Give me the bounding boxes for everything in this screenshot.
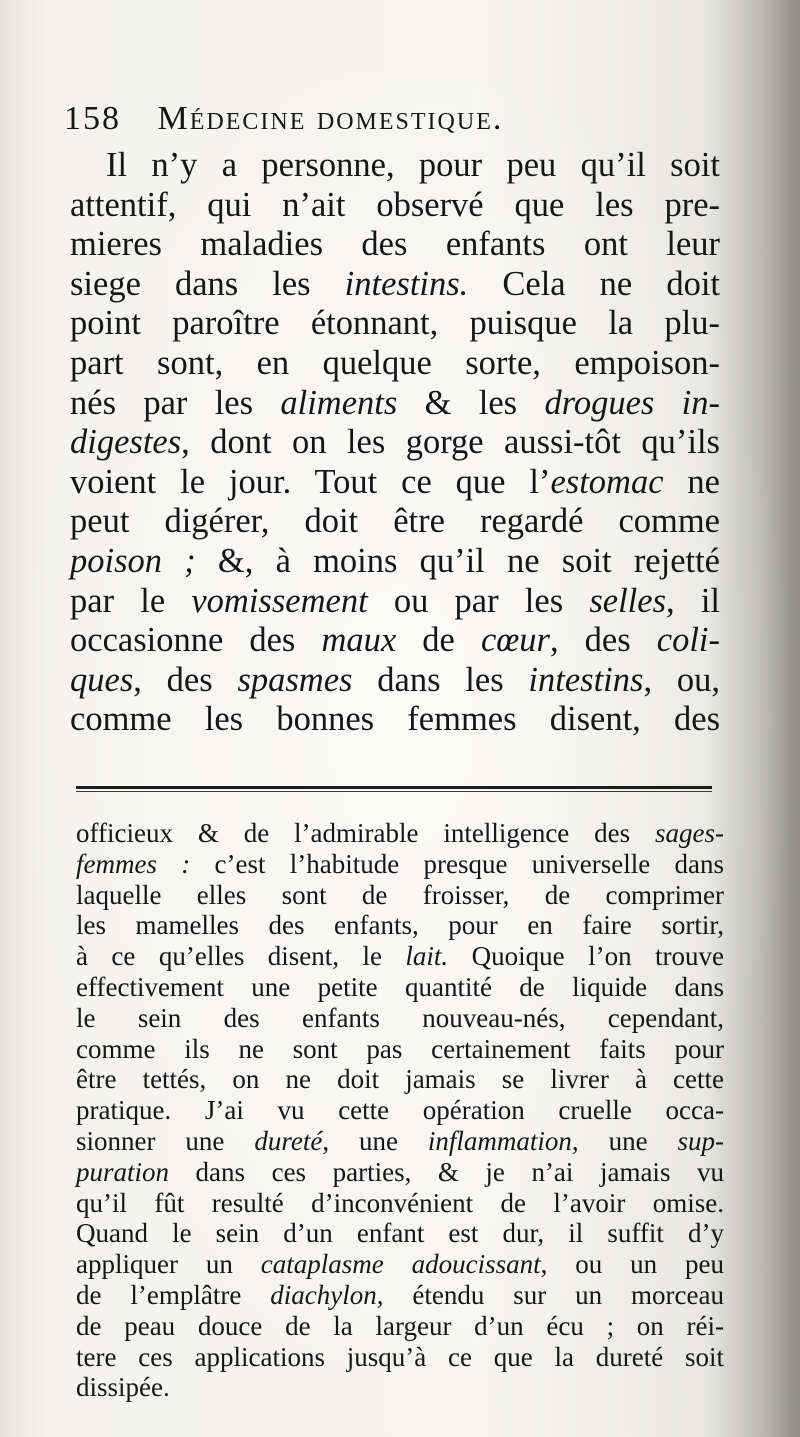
main-text-line: occasionne des maux de cœur, des coli-	[70, 621, 720, 660]
footnote-line: officieux & de l’admirable intelligence des sages-	[76, 818, 724, 848]
footnote-line: femmes : c’est l’habitude presque universelle dans	[76, 848, 724, 879]
footnote-line: le sein des enfants nouveau-nés, cependant,	[76, 1002, 724, 1033]
main-text-block	[70, 146, 720, 740]
main-text-line: digestes, dont on les gorge aussi-tôt qu’ils	[70, 423, 720, 462]
footnote-line: pratique. J’ai vu cette opération cruelle occa-	[76, 1095, 724, 1126]
footnote-line: dissipée.	[76, 1372, 170, 1403]
footnote-line: à ce qu’elles disent, le lait. Quoique l’on trouve	[76, 941, 724, 972]
main-text-line: point paroître étonnant, puisque la plu-	[70, 304, 720, 343]
main-text-line: ques, des spasmes dans les intestins, ou,	[70, 660, 720, 699]
footnote-block	[76, 818, 724, 1403]
footnote-separator-rule	[76, 786, 712, 789]
footnote-line: qu’il fût resulté d’inconvénient de l’avoir omise.	[76, 1187, 724, 1218]
main-text-line: Il n’y a personne, pour peu qu’il soit	[106, 146, 720, 184]
footnote-line: puration dans ces parties, & je n’ai jamais vu	[76, 1156, 724, 1187]
main-text-line: siege dans les intestins. Cela ne doit	[70, 264, 720, 303]
main-text-line: par le vomissement ou par les selles, il	[70, 581, 720, 620]
main-text-line: mieres maladies des enfants ont leur	[70, 225, 720, 264]
main-text-line: comme les bonnes femmes disent, des	[70, 700, 720, 739]
main-text-line: part sont, en quelque sorte, empoison-	[70, 343, 720, 382]
running-title: Médecine domestique.	[157, 100, 504, 137]
running-head	[64, 100, 744, 138]
main-text-line: poison ; &, à moins qu’il ne soit rejetté	[70, 541, 720, 580]
footnote-line: de peau douce de la largeur d’un écu ; on réi-	[76, 1310, 724, 1341]
footnote-line: sionner une dureté, une inflammation, une sup-	[76, 1125, 725, 1156]
main-text-line: peut digérer, doit être regardé comme	[70, 502, 720, 541]
main-text-line: nés par les aliments & les drogues in-	[70, 383, 720, 422]
footnote-line: les mamelles des enfants, pour en faire sortir,	[76, 910, 724, 941]
footnote-line: Quand le sein d’un enfant est dur, il suffit d’y	[76, 1218, 724, 1249]
main-text-line: voient le jour. Tout ce que l’estomac ne	[70, 462, 720, 501]
footnote-line: tere ces applications jusqu’à ce que la dureté soit	[76, 1341, 724, 1372]
page-number: 158	[64, 100, 121, 137]
footnote-line: comme ils ne sont pas certainement faits pour	[76, 1033, 724, 1064]
main-text-line: attentif, qui n’ait observé que les pre-	[70, 185, 720, 224]
footnote-line: appliquer un cataplasme adoucissant, ou un peu	[76, 1249, 724, 1280]
footnote-line: être tettés, on ne doit jamais se livrer à cette	[76, 1064, 724, 1095]
footnote-line: de l’emplâtre diachylon, étendu sur un morceau	[76, 1279, 724, 1310]
footnote-line: effectivement une petite quantité de liquide dans	[76, 971, 724, 1002]
footnote-line: laquelle elles sont de froisser, de comprimer	[76, 879, 724, 910]
